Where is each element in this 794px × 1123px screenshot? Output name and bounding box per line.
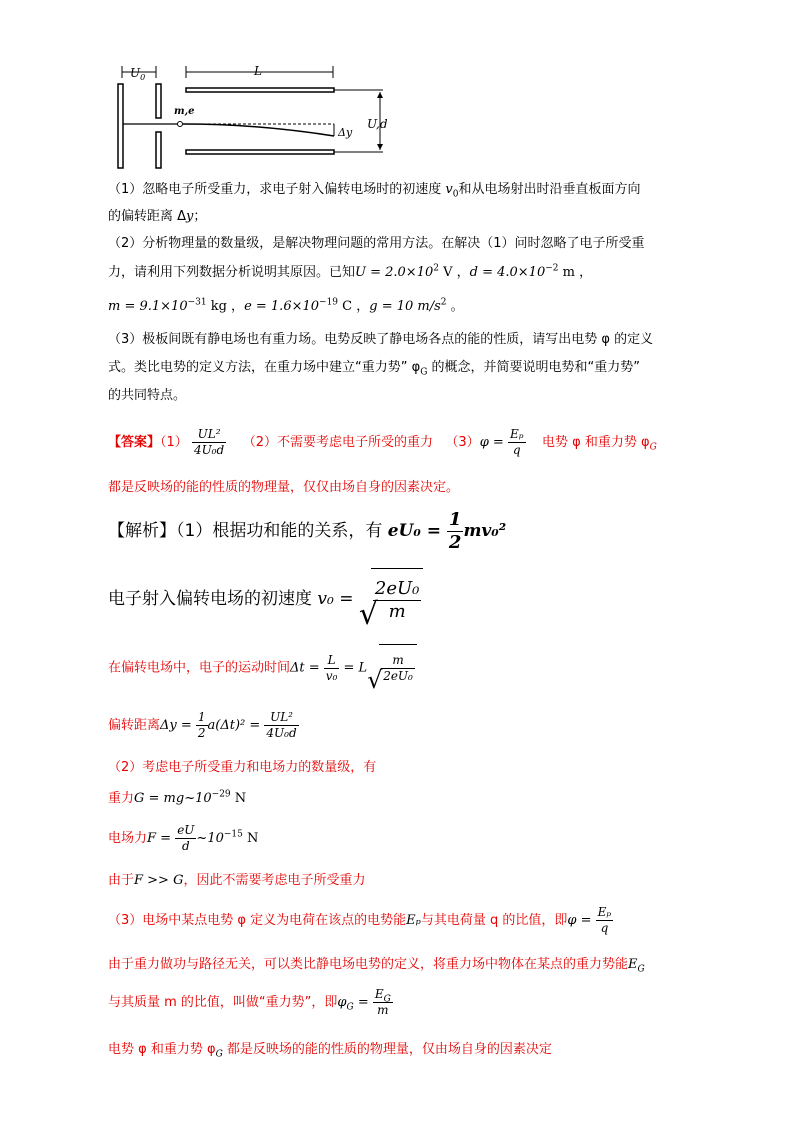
answer-line1: 【答案】（1） $\frac{\text{UL²}}{\text{4U₀d}}$ （2）不需要考虑电子所受的重力 （3）φ = $\frac{\text{Eₚ}}{q}$ 电势 φ 和重力势 $\varphi_G$ <box>108 427 657 457</box>
question-part2-line3: $m = 9.1\times 10^{-31}$ kg ，$e = 1.6\times 10^{-19}$ C ，g = 10 $m/s^2$ 。 <box>108 297 464 314</box>
analysis-part3-line1: （3）电场中某点电势 φ 定义为电荷在该点的电势能Eₚ与其电荷量 q 的比值，即φ = $\frac{\text{Eₚ}}{q}$ <box>108 905 612 935</box>
question-part3-line3: 的共同特点。 <box>108 388 187 403</box>
analysis-head: 【解析】（1）根据功和能的关系，有 eU₀ = $\frac{1}{2}$ mv₀² <box>108 508 507 553</box>
electron-trajectory <box>183 124 334 136</box>
answer-tag: 【答案】 <box>108 435 161 450</box>
label-ud: U,d <box>367 117 388 131</box>
accelerating-plate-right-top <box>156 84 161 118</box>
label-me: m,e <box>174 106 195 117</box>
electron <box>178 122 183 127</box>
question-part2-line2: 力，请利用下列数据分析说明其原因。已知$U = 2.0\times 10^2$ V ，$d = 4.0\times 10^{-2}$ m ， <box>108 263 593 280</box>
deflection-diagram <box>108 62 408 172</box>
analysis-dy-line: 偏转距离Δy = $\frac{1}{2}$ a(Δt)² = $\frac{\text{UL²}}{\text{4U₀d}}$ <box>108 710 297 740</box>
analysis-part2-head: （2）考虑电子所受重力和电场力的数量级，有 <box>108 760 377 775</box>
question-part1-line1: （1）忽略电子所受重力，求电子射入偏转电场时的初速度 $v_0$和从电场射出时沿垂直板面方向 <box>108 182 641 200</box>
label-l: L <box>254 64 262 78</box>
question-part2-line1: （2）分析物理量的数量级，是解决物理问题的常用方法。在解决（1）问时忽略了电子所受重 <box>108 236 645 251</box>
analysis-part3-line2: 由于重力做功与路径无关，可以类比静电场电势的定义，将重力场中物体在某点的重力势能$E_G$ <box>108 957 645 975</box>
accelerating-plate-left <box>118 84 123 168</box>
label-dy: Δy <box>338 126 353 139</box>
analysis-part3-line3: 与其质量 m 的比值，叫做“重力势”，即$\varphi_G$ = $\frac{E_G}{m}$ <box>108 987 391 1017</box>
analysis-time-line: 在偏转电场中，电子的运动时间Δt = $\frac{L}{\text{v₀}}$ = L √ $\frac{m}{\text{2eU₀}}$ <box>108 644 417 692</box>
question-part3-line1: （3）极板间既有静电场也有重力场。电势反映了静电场各点的能的性质，请写出电势 φ 的定义 <box>108 332 654 347</box>
analysis-conclusion-line: 由于F >> G，因此不需要考虑电子所受重力 <box>108 873 366 888</box>
analysis-electric-line: 电场力F = $\frac{eU}{d}$ $\sim 10^{-15}$ N <box>108 823 259 853</box>
accelerating-plate-right-bottom <box>156 132 161 168</box>
analysis-gravity-line: 重力$G = mg\sim 10^{-29}$ N <box>108 789 247 806</box>
question-part1-line2: 的偏转距离 Δy； <box>108 209 207 224</box>
deflection-plate-bottom <box>186 150 334 154</box>
analysis-part3-line4: 电势 φ 和重力势 $\varphi_G$ 都是反映场的能的性质的物理量，仅由场自身的因素决定 <box>108 1042 552 1060</box>
deflection-plate-top <box>186 88 334 92</box>
analysis-v0-line: 电子射入偏转电场的初速度 v₀ = √ $\frac{\text{2eU₀}}{m}$ <box>108 568 423 630</box>
question-part3-line2: 式。类比电势的定义方法，在重力场中建立“重力势” $\varphi_G$ 的概念，并简要说明电势和“重力势” <box>108 360 640 378</box>
label-u0: $U_0$ <box>130 66 146 82</box>
answer-line2: 都是反映场的能的性质的物理量，仅仅由场自身的因素决定。 <box>108 480 460 495</box>
